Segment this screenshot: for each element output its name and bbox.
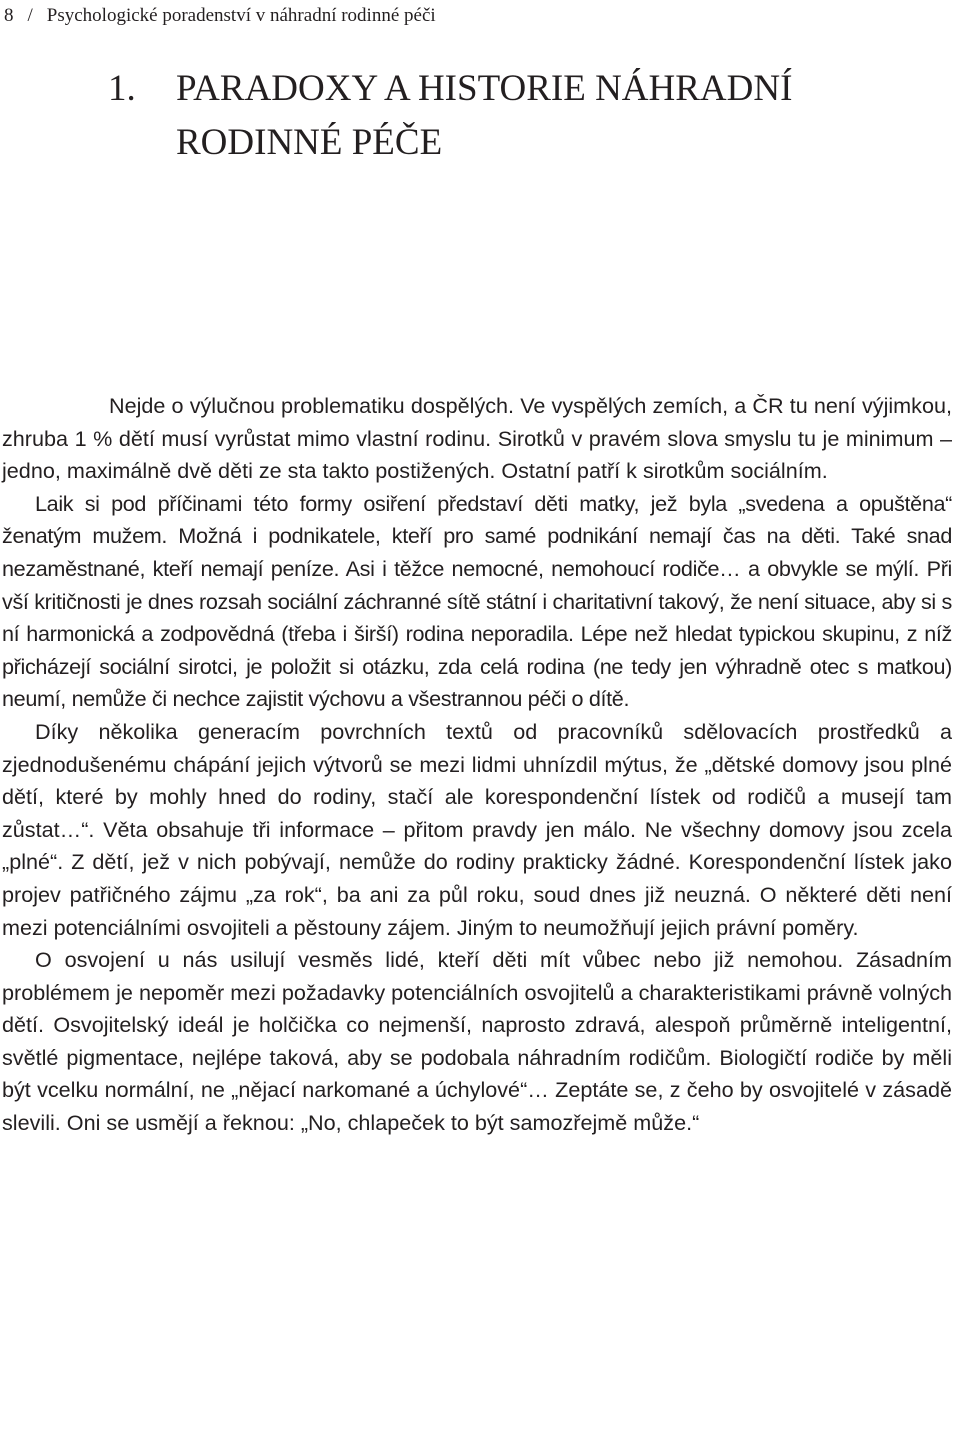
paragraph-4 <box>2 944 952 1140</box>
page-number: 8 <box>4 5 14 26</box>
chapter-title-line-1: PARADOXY A HISTORIE NÁHRADNÍ <box>176 68 793 109</box>
paragraph-3-text: Díky několika generacím povrchních textů od pracovníků sdělovacích prostředků a zjednodušenému chápání jejich výtvorů se mezi lidmi uhnízdil mýtus, že „dětské domovy jsou plné dětí, které by mohly hned do rodiny, stačí ale korespondenční lístek od rodičů a musejí tam zůstat…“. Věta obsahuje tři informace – přitom pravdy jen málo. Ne všechny domovy jsou zcela „plné“. Z dětí, jež v nich pobývají, nemůže do rodiny prakticky žádné. Korespondenční lístek jako projev patřičného zájmu „za rok“, ba ani za půl roku, soud dnes již neuzná. O některé děti není mezi potenciálními osvojiteli a pěstouny zájem. Jiným to neumožňují jejich právní poměry. <box>2 718 952 940</box>
chapter-number: 1. <box>108 68 136 109</box>
body-text <box>2 390 952 1140</box>
paragraph-1-text: Nejde o výlučnou problematiku dospělých. Ve vyspělých zemích, a ČR tu není výjimkou, zhruba 1 % dětí musí vyrůstat mimo vlastní rodinu. Sirotků v pravém slova smyslu tu je minimum – jedno, maximálně dvě děti ze sta takto postižených. Ostatní patří k sirotkům sociálním. <box>2 393 952 484</box>
chapter-title <box>108 62 948 170</box>
paragraph-2 <box>2 488 952 716</box>
running-head <box>4 4 904 28</box>
paragraph-4-text: O osvojení u nás usilují vesměs lidé, kteří děti mít vůbec nebo již nemohou. Zásadním problémem je nepoměr mezi požadavky potenciálních osvojitelů a charakteristikami právně volných dětí. Osvojitelský ideál je holčička co nejmenší, naprosto zdravá, alespoň průměrně inteligentní, světlé pigmentace, nejlépe taková, aby se podobala náhradním rodičům. Biologičtí rodiče by měli být vcelku normální, ne „nějací narkomané a úchylové“… Zeptáte se, z čeho by osvojitelé v zásadě slevili. Oni se usmějí a řeknou: „No, chlapeček to být samozřejmě může.“ <box>2 947 952 1136</box>
paragraph-3 <box>2 716 952 944</box>
paragraph-2-text: Laik si pod příčinami této formy osiření představí děti matky, jež byla „svedena a opuštěna“ ženatým mužem. Možná i podnikatele, kteří pro samé podnikání nemají čas na děti. Také snad nezaměstnané, kteří nemají peníze. Asi i těžce nemocné, nemohoucí rodiče… a obvykle se mýlí. Při vší kritičnosti je dnes rozsah sociální záchranné sítě státní i charitativní takový, že není situace, aby si s ní harmonická a zodpovědná (třeba i širší) rodina neporadila. Lépe než hledat typickou skupinu, z níž přicházejí sociální sirotci, je položit si otázku, zda celá rodina (ne tedy jen výhradně otec s matkou) neumí, nemůže či nechce zajistit výchovu a všestrannou péči o dítě. <box>2 490 952 712</box>
running-head-separator: / <box>27 5 33 26</box>
book-title: Psychologické poradenství v náhradní rodinné péči <box>46 5 436 26</box>
paragraph-1 <box>2 390 952 488</box>
chapter-title-line-2: RODINNÉ PÉČE <box>176 122 443 163</box>
